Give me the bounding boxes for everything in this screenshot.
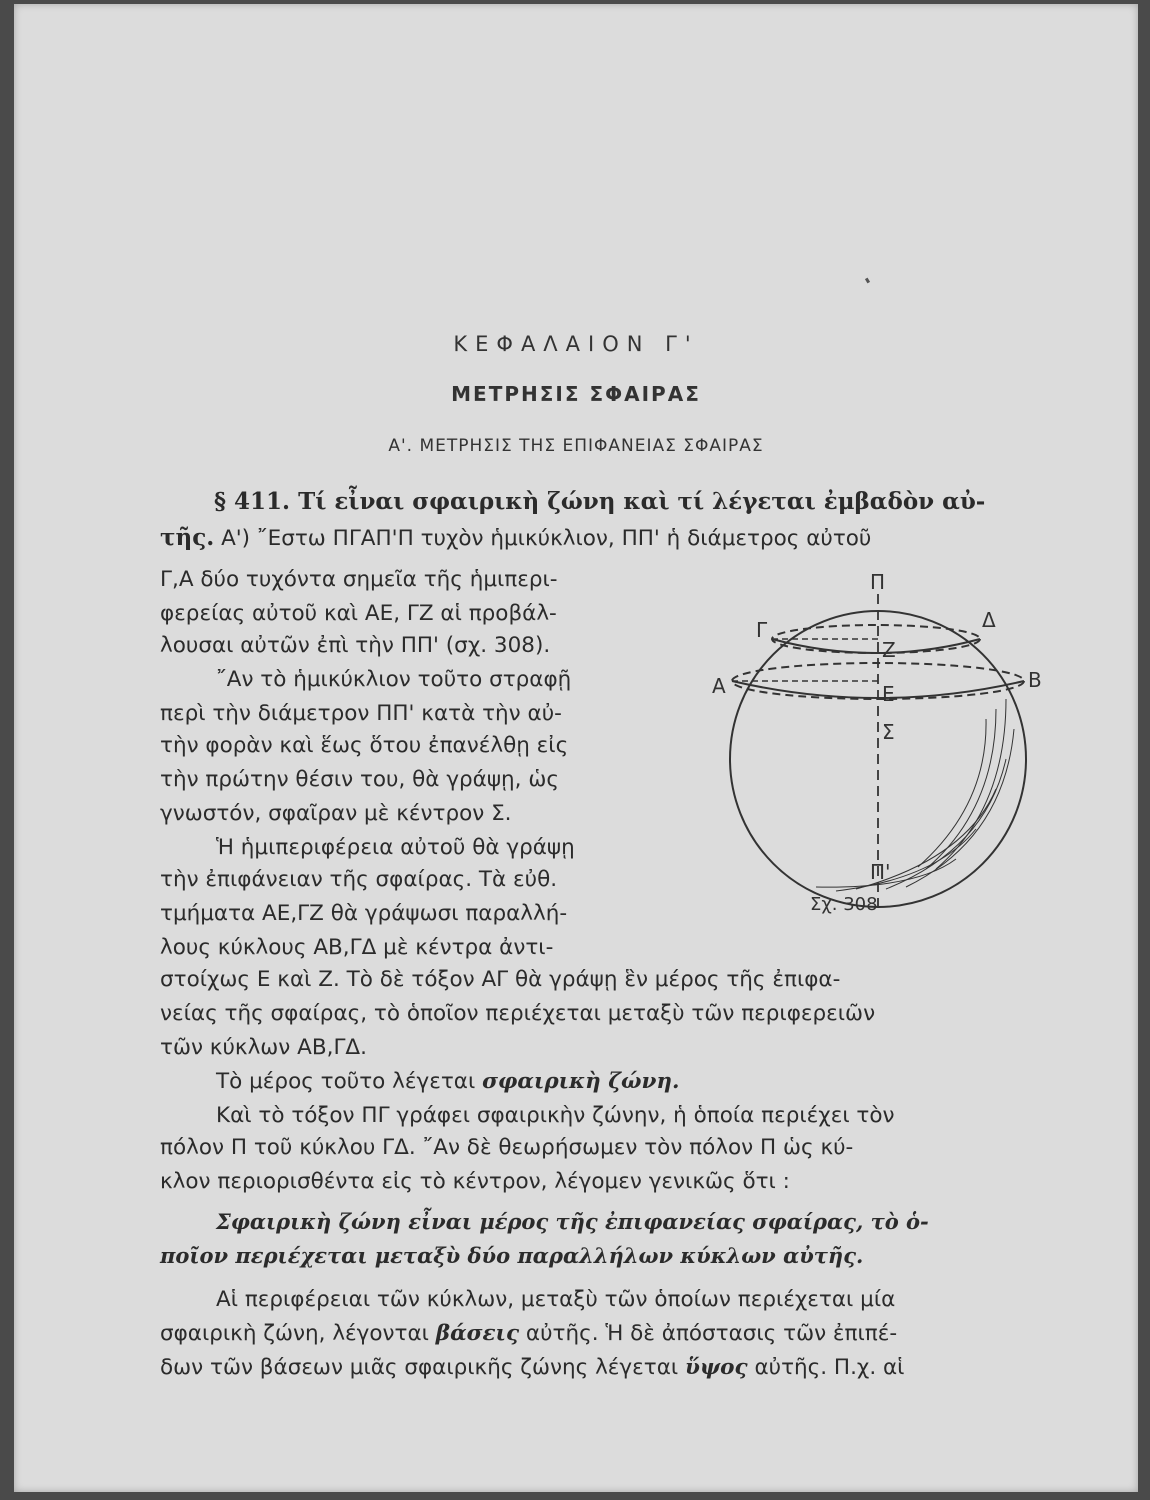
label-d: Δ (982, 608, 996, 632)
page-speck (865, 278, 870, 284)
text-line: πόλον Π τοῦ κύκλου ΓΔ. ῎Αν δὲ θεωρήσωμεν τὸν πόλον Π ὡς κύ- (160, 1135, 854, 1160)
text-line: ῎Αν τὸ ἡμικύκλιον τοῦτο στραφῇ (216, 667, 572, 692)
emphasis-term: βάσεις (435, 1321, 520, 1346)
section-title: Α'. ΜΕΤΡΗΣΙΣ ΤΗΣ ΕΠΙΦΑΝΕΙΑΣ ΣΦΑΙΡΑΣ (388, 436, 764, 456)
label-p2: Π' (870, 860, 891, 884)
text-line: Καὶ τὸ τόξον ΠΓ γράφει σφαιρικὴν ζώνην, ἡ ὁποία περιέχει τὸν (216, 1103, 895, 1128)
paragraph-title: Τί εἶναι σφαιρικὴ ζώνη καὶ τί λέγεται ἐμβαδὸν αὐ- (298, 488, 986, 515)
label-p: Π (870, 570, 886, 594)
text-line: λους κύκλους ΑΒ,ΓΔ μὲ κέντρα ἀντι- (160, 935, 554, 960)
chapter-label: ΚΕΦΑΛΑΙΟΝ Γ' (453, 332, 699, 356)
text-segment: αὐτῆς. Π.χ. αἱ (754, 1355, 905, 1380)
text-line: γνωστόν, σφαῖραν μὲ κέντρον Σ. (160, 801, 512, 826)
circle-gd-front (772, 639, 980, 653)
text-line: νείας τῆς σφαίρας, τὸ ὁποῖον περιέχεται μεταξὺ τῶν περιφερειῶν (160, 1001, 876, 1026)
text-line: τμήματα ΑΕ,ΓΖ θὰ γράψωσι παραλλή- (160, 901, 568, 926)
label-a: Α (712, 674, 726, 698)
paragraph-heading (214, 486, 985, 518)
text-line (160, 1352, 904, 1384)
paragraph-number: § 411. (214, 488, 291, 515)
text-line: Αἱ περιφέρειαι τῶν κύκλων, μεταξὺ τῶν ὁποίων περιέχεται μία (216, 1287, 896, 1312)
label-s: Σ (882, 720, 895, 744)
text-line (160, 1318, 897, 1350)
emphasis-term: σφαιρικὴ ζώνη. (482, 1069, 680, 1094)
text-segment: Τὸ μέρος τοῦτο λέγεται (216, 1069, 476, 1094)
figure-caption: Σχ. 308 (810, 894, 878, 915)
text-line (216, 1066, 680, 1098)
text-line (160, 522, 871, 555)
definition-line: ποῖον περιέχεται μεταξὺ δύο παραλλήλων κύκλων αὐτῆς. (160, 1243, 864, 1268)
text-segment: αὐτῆς. Ἡ δὲ ἀπόστασις τῶν ἐπιπέ- (525, 1321, 898, 1346)
text-line: τῶν κύκλων ΑΒ,ΓΔ. (160, 1035, 367, 1060)
label-b: Β (1028, 668, 1042, 692)
definition-line: Σφαιρικὴ ζώνη εἶναι μέρος τῆς ἐπιφανείας σφαίρας, τὸ ὁ- (216, 1209, 929, 1234)
text-line: Γ,Α δύο τυχόντα σημεῖα τῆς ἡμιπερι- (160, 567, 558, 592)
text-line: λουσαι αὐτῶν ἐπὶ τὴν ΠΠ' (σχ. 308). (160, 633, 551, 658)
text-line: τὴν πρώτην θέσιν του, θὰ γράψῃ, ὡς (160, 767, 559, 792)
paragraph-title-end: τῆς. (160, 524, 215, 551)
text-line: τὴν ἐπιφάνειαν τῆς σφαίρας. Τὰ εὐθ. (160, 867, 558, 892)
text-segment: δων τῶν βάσεων μιᾶς σφαιρικῆς ζώνης λέγεται (160, 1355, 679, 1380)
emphasis-term: ὕψος (685, 1355, 748, 1380)
book-page (14, 4, 1138, 1492)
text-line: κλον περιορισθέντα εἰς τὸ κέντρον, λέγομεν γενικῶς ὅτι : (160, 1169, 790, 1194)
text-line: περὶ τὴν διάμετρον ΠΠ' κατὰ τὴν αὐ- (160, 701, 562, 726)
text-segment: Α') ῎Εστω ΠΓΑΠ'Π τυχὸν ἡμικύκλιον, ΠΠ' ἡ διάμετρος αὐτοῦ (221, 526, 872, 551)
text-line: τὴν φορὰν καὶ ἕως ὅτου ἐπανέλθῃ εἰς (160, 733, 569, 758)
label-z: Ζ (882, 638, 896, 662)
text-segment: σφαιρικὴ ζώνη, λέγονται (160, 1321, 429, 1346)
label-e: Ε (882, 682, 895, 706)
text-line: στοίχως Ε καὶ Ζ. Τὸ δὲ τόξον ΑΓ θὰ γράψῃ ἓν μέρος τῆς ἐπιφα- (160, 967, 841, 992)
text-line: Ἡ ἡμιπεριφέρεια αὐτοῦ θὰ γράψῃ (216, 835, 575, 860)
label-g: Γ (756, 618, 768, 642)
sphere-figure (706, 569, 1051, 934)
text-line: φερείας αὐτοῦ καὶ ΑΕ, ΓΖ αἱ προβάλ- (160, 601, 557, 626)
chapter-title: ΜΕΤΡΗΣΙΣ ΣΦΑΙΡΑΣ (451, 382, 701, 406)
